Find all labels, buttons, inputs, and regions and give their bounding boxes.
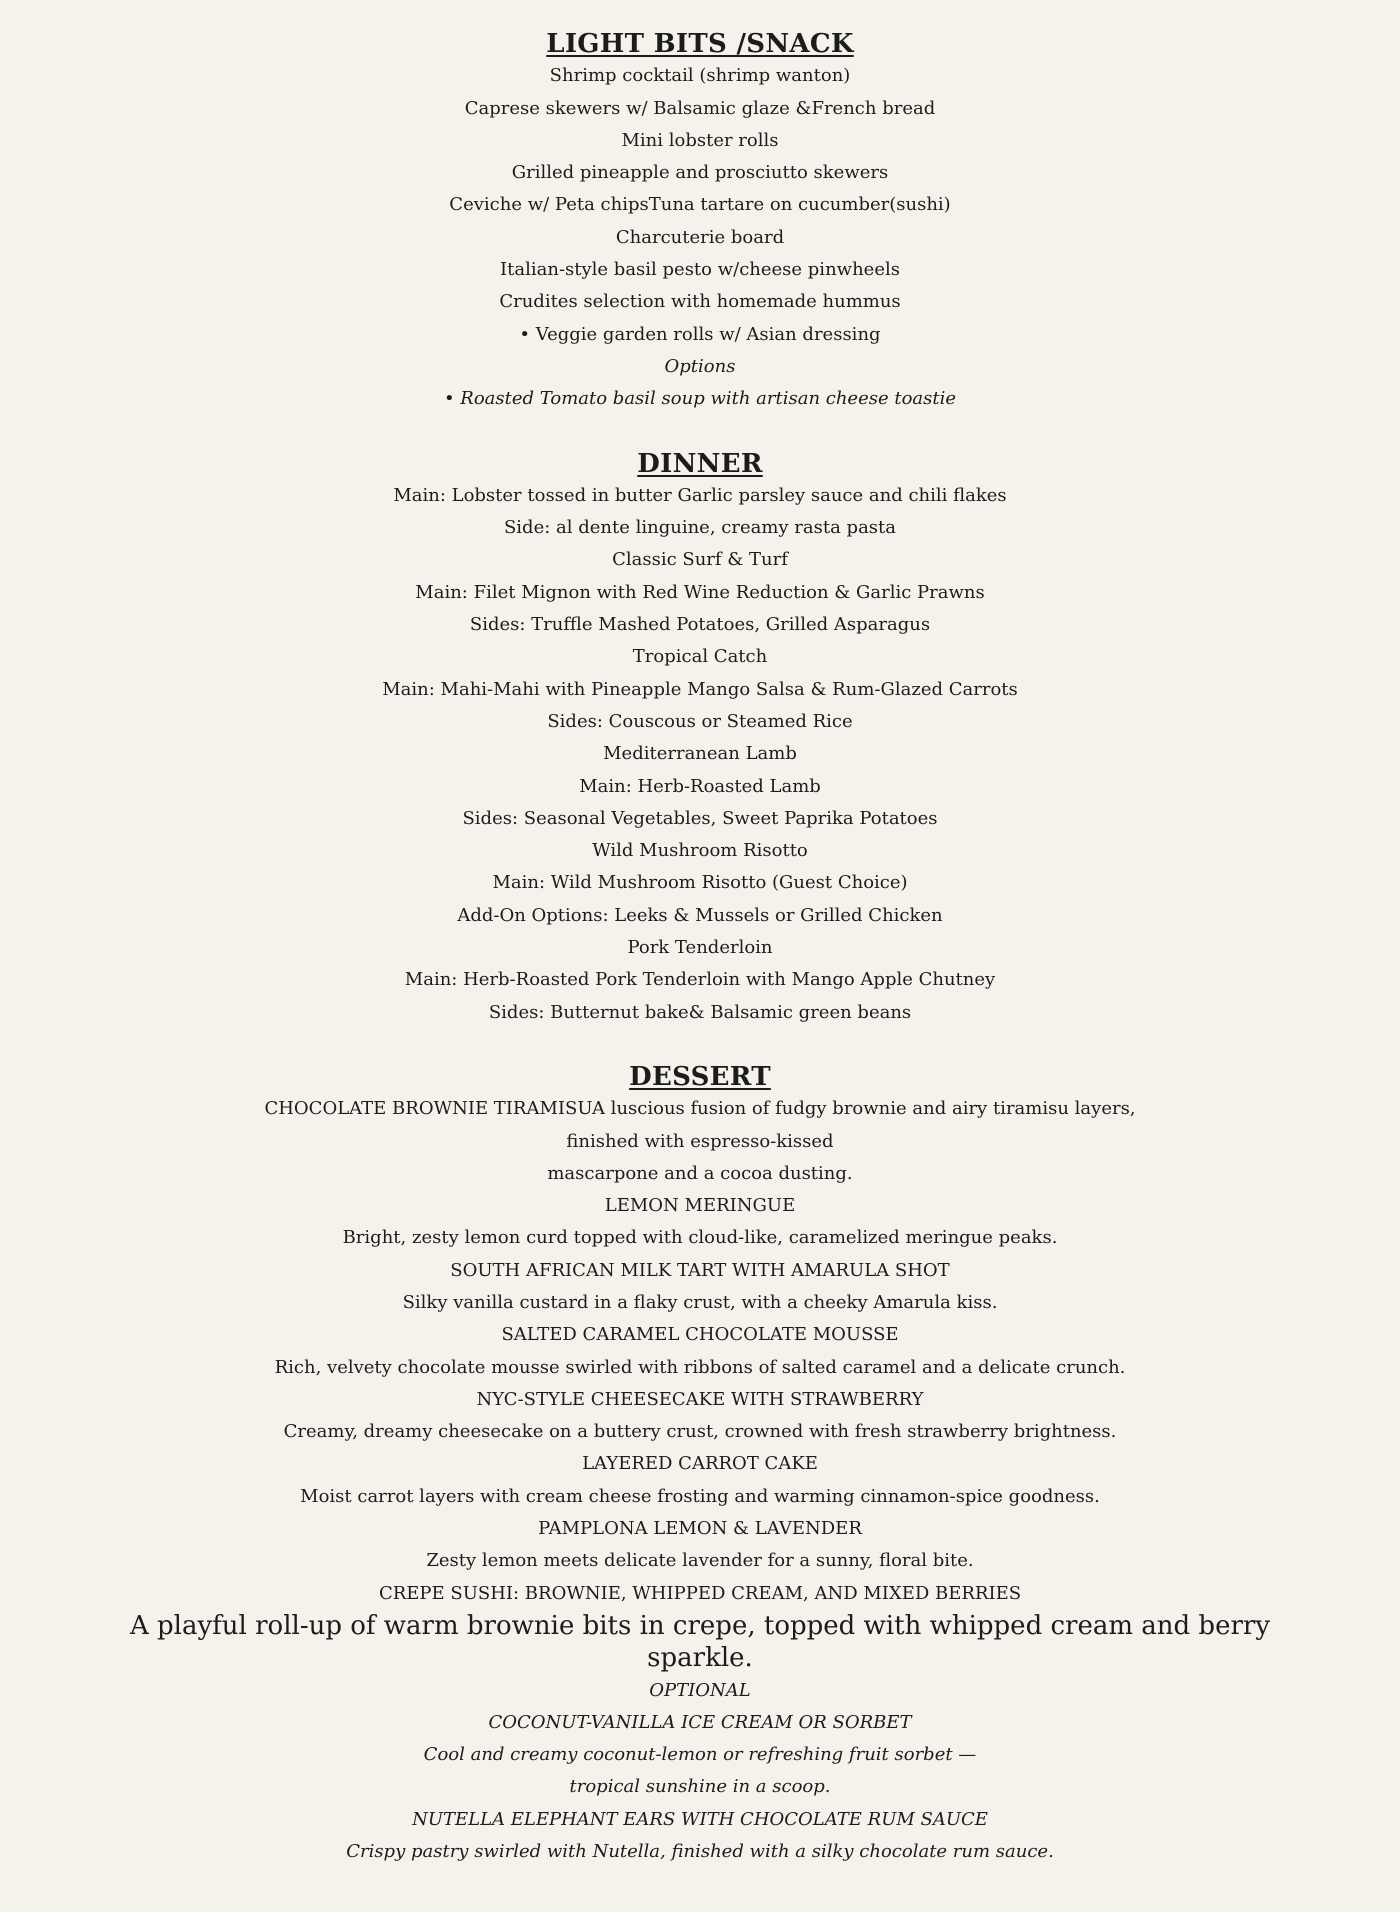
menu-item: Sides: Truffle Mashed Potatoes, Grilled Asparagus [469, 614, 931, 636]
menu-item: Charcuterie board [615, 226, 785, 248]
dinner-heading: DINNER [637, 448, 763, 479]
dessert-heading: DESSERT [629, 1061, 771, 1092]
menu-item: Silky vanilla custard in a flaky crust, with a cheeky Amarula kiss. [402, 1291, 998, 1313]
menu-item: • Veggie garden rolls w/ Asian dressing [519, 323, 881, 345]
menu-item: Moist carrot layers with cream cheese frosting and warming cinnamon-spice goodness. [300, 1485, 1100, 1507]
dessert-section [0, 1061, 1400, 1868]
menu-item: Grilled pineapple and prosciutto skewers [511, 162, 889, 184]
menu-item: Crispy pastry swirled with Nutella, finished with a silky chocolate rum sauce. [346, 1841, 1054, 1863]
crepe-description: A playful roll-up of warm brownie bits in crepe, topped with whipped cream and berry sparkle. [129, 1610, 1271, 1674]
menu-item: Main: Mahi-Mahi with Pineapple Mango Salsa & Rum-Glazed Carrots [382, 678, 1018, 700]
menu-item: SOUTH AFRICAN MILK TART WITH AMARULA SHOT [450, 1259, 950, 1281]
menu-item: Sides: Butternut bake& Balsamic green beans [488, 1001, 912, 1023]
menu-item: Tropical Catch [632, 646, 768, 668]
options-label: Options [664, 355, 736, 377]
menu-item: Mini lobster rolls [621, 129, 779, 151]
menu-item: Cool and creamy coconut-lemon or refreshing fruit sorbet — [423, 1744, 977, 1766]
menu-item: Pork Tenderloin [627, 937, 773, 959]
menu-item: NYC-STYLE CHEESECAKE WITH STRAWBERRY [476, 1388, 924, 1410]
menu-item: Shrimp cocktail (shrimp wanton) [549, 65, 851, 87]
menu-item: Rich, velvety chocolate mousse swirled with ribbons of salted caramel and a delicate crunch. [274, 1356, 1126, 1378]
menu-item: Crudites selection with homemade hummus [499, 291, 901, 313]
menu-item: finished with espresso-kissed [566, 1130, 834, 1152]
menu-item: Creamy, dreamy cheesecake on a buttery crust, crowned with fresh strawberry brightness. [283, 1421, 1117, 1443]
menu-item: Caprese skewers w/ Balsamic glaze &French bread [464, 97, 936, 119]
menu-item: Zesty lemon meets delicate lavender for a sunny, floral bite. [426, 1550, 974, 1572]
menu-item: Italian-style basil pesto w/cheese pinwheels [500, 259, 900, 281]
menu-item: Sides: Seasonal Vegetables, Sweet Paprika Potatoes [462, 807, 938, 829]
menu-item: Side: al dente linguine, creamy rasta pasta [503, 517, 897, 539]
menu-item: NUTELLA ELEPHANT EARS WITH CHOCOLATE RUM SAUCE [412, 1808, 988, 1830]
menu-item: CHOCOLATE BROWNIE TIRAMISUA luscious fusion of fudgy brownie and airy tiramisu layers, [264, 1098, 1136, 1120]
menu-item: Main: Filet Mignon with Red Wine Reduction & Garlic Prawns [415, 581, 985, 603]
menu-item: mascarpone and a cocoa dusting. [547, 1162, 853, 1184]
menu-item: LEMON MERINGUE [604, 1195, 796, 1217]
menu-item: Wild Mushroom Risotto [592, 840, 808, 862]
optional-label: OPTIONAL [649, 1679, 751, 1701]
menu-item: COCONUT-VANILLA ICE CREAM OR SORBET [488, 1711, 912, 1733]
dinner-section [0, 448, 1400, 1029]
menu-item: Bright, zesty lemon curd topped with cloud-like, caramelized meringue peaks. [342, 1227, 1058, 1249]
menu-item: Main: Wild Mushroom Risotto (Guest Choice) [492, 872, 908, 894]
menu-item: Main: Herb-Roasted Pork Tenderloin with Mango Apple Chutney [404, 969, 996, 991]
menu-item: LAYERED CARROT CAKE [582, 1453, 818, 1475]
options-item: • Roasted Tomato basil soup with artisan cheese toastie [443, 388, 957, 410]
menu-item: tropical sunshine in a scoop. [569, 1776, 831, 1798]
menu-item: Main: Lobster tossed in butter Garlic parsley sauce and chili flakes [393, 484, 1007, 506]
menu-item: Ceviche w/ Peta chipsTuna tartare on cucumber(sushi) [449, 194, 951, 216]
menu-item: Sides: Couscous or Steamed Rice [547, 710, 853, 732]
menu-item: CREPE SUSHI: BROWNIE, WHIPPED CREAM, AND MIXED BERRIES [378, 1582, 1022, 1604]
menu-item: Classic Surf & Turf [612, 549, 788, 571]
menu-item: SALTED CARAMEL CHOCOLATE MOUSSE [501, 1324, 899, 1346]
menu-item: Main: Herb-Roasted Lamb [579, 775, 821, 797]
light-bits-heading: LIGHT BITS /SNACK [546, 29, 854, 59]
menu-item: PAMPLONA LEMON & LAVENDER [538, 1518, 862, 1540]
menu-item: Add-On Options: Leeks & Mussels or Grilled Chicken [457, 904, 943, 926]
menu-item: Mediterranean Lamb [603, 743, 797, 765]
light-bits-section [0, 28, 1400, 416]
